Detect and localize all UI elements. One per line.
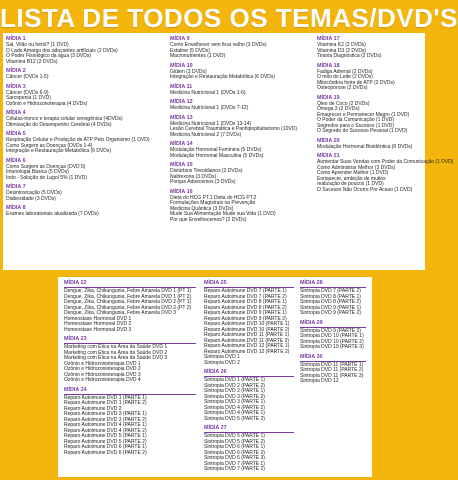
media-heading: MÍDIA 3 — [6, 83, 26, 90]
list-item: Sintropia DVD 10 (PARTE 3) — [300, 344, 364, 350]
list-item: Medicina Nutricional 2 (7 DVDs) — [170, 131, 242, 138]
list-item: Modulação Hormonal Feminina (5 DVDs) — [170, 147, 262, 153]
list-item: Homeostase Hormonal DVD 3 — [64, 326, 132, 333]
list-item: O Segredo do Sucesso Pessoal (1 DVD) — [317, 128, 408, 134]
media-section — [64, 336, 196, 384]
list-item: Reparo Autoimune DVD 10 (PARTE 1) — [204, 321, 290, 327]
list-item: Otimização do Desempenho Cerebral (4 DVDs) — [6, 121, 112, 128]
list-item: Osteoporose (2 DVDs) — [317, 85, 368, 91]
media-section — [170, 84, 315, 97]
media-section — [6, 84, 164, 108]
list-item: Ozônio e Hidrozonioterapia DVD 3 — [64, 371, 141, 378]
media-heading: MÍDIA 25 — [204, 280, 294, 288]
media-heading: MÍDIA 14 — [170, 141, 193, 147]
list-item: Imunologia Básica (5 DVDs) — [6, 169, 69, 175]
list-item: Homeostase Hormonal DVD 1 — [64, 315, 132, 322]
bottom-column-2 — [204, 280, 294, 476]
list-item: Fadiga Adrenal (2 DVDs) — [317, 68, 373, 75]
media-section — [317, 138, 422, 151]
media-heading: MÍDIA 24 — [64, 387, 196, 395]
media-heading: MÍDIA 27 — [204, 425, 294, 433]
list-item: O Poder Fisiológico da água (3 DVDs) — [6, 53, 92, 59]
media-section — [317, 36, 422, 60]
list-item: Diabesidade (3 DVDs) — [6, 195, 56, 202]
media-section — [204, 425, 294, 473]
list-item: Sarcopenia (1 DVD) — [6, 95, 51, 101]
media-heading: MÍDIA 17 — [317, 36, 340, 42]
list-item: Câncer (DVDs 1-5) — [6, 74, 49, 80]
list-item: Medicina Quântica (3 DVDs) — [170, 205, 234, 212]
media-section — [6, 158, 164, 182]
list-item: Reparo Autoimune DVD 11 (PARTE 1) — [204, 332, 290, 338]
media-section — [170, 189, 315, 224]
list-item: Óleo de Coco (2 DVDs) — [317, 100, 370, 107]
list-item: Sintropia DVD 6 (PARTE 2) — [204, 449, 265, 456]
list-item: Macronutrientes (1 DVD) — [170, 53, 226, 59]
media-section — [6, 36, 164, 65]
media-section — [317, 153, 454, 193]
media-section — [6, 68, 164, 81]
media-section — [6, 205, 164, 218]
media-heading: MÍDIA 20 — [317, 137, 340, 144]
list-item: Formulações Magistrais na Prevenção — [170, 200, 256, 206]
list-item: Reparo Autoimune DVD 5 (PARTE 2) — [64, 438, 147, 445]
top-column-1 — [6, 36, 164, 221]
media-section — [317, 63, 422, 92]
media-heading: MÍDIA 5 — [6, 131, 26, 137]
list-item: Vitamina B12 (2 DVDs) — [6, 58, 58, 65]
list-item: Reparo Autoimune DVD 8 (PARTE 2) — [204, 304, 287, 311]
list-item: Sintropia DVD 1 — [204, 354, 240, 360]
list-item: Reparo Autoimune DVD 9 (PARTE 1) — [204, 310, 287, 316]
media-section — [170, 99, 315, 112]
media-heading: MÍDIA 18 — [317, 62, 340, 69]
media-section — [300, 354, 366, 385]
media-section — [6, 131, 164, 155]
media-heading: MÍDIA 28 — [300, 280, 366, 288]
list-item: Sintropia DVD 3 (PARTE 1) — [204, 399, 265, 405]
media-heading: MÍDIA 23 — [64, 336, 196, 344]
list-item: Como Aprender Melhor (1 DVD) — [317, 170, 389, 176]
list-item: Ozônio e Hidrozonioterapia DVD 4 — [64, 377, 141, 383]
list-item: Sintropia DVD 7 (PARTE 1) — [204, 460, 265, 467]
media-section — [170, 162, 315, 186]
list-item: Ômega 3 (2 DVDs) — [317, 106, 360, 112]
media-section — [170, 36, 315, 60]
media-section — [170, 141, 315, 159]
page-title: LISTA DE TODOS OS TEMAS/DVD'S — [0, 3, 458, 33]
list-item: Reparo Autoimune DVD 3 (PARTE 1) — [64, 411, 147, 417]
media-section — [317, 95, 422, 135]
list-item: Marketing com Ética na Área da Saúde DVD 1 — [64, 344, 168, 350]
media-section — [64, 280, 196, 333]
list-item: Respiração Celular e Produção de ATP Pelo Organismo (1 DVD) — [6, 137, 150, 143]
list-item: Sintropia DVD 5 (PARTE 2) — [204, 438, 265, 445]
list-item: Sintropia DVD 12 — [300, 378, 339, 384]
list-item: Porque Adoecemos (3 DVDs) — [170, 179, 236, 185]
list-item: Reparo Autoimune DVD 10 (PARTE 2) — [204, 326, 290, 333]
list-item: Ozônio e Hidrozonioterapia DVD 2 — [64, 366, 141, 372]
list-item: Reparo Autoimune DVD 4 (PARTE 2) — [64, 427, 147, 434]
list-item: Medicina Nutricional 1 (DVDs 13-14) — [170, 120, 252, 127]
media-heading: MÍDIA 1 — [6, 36, 26, 42]
media-section — [6, 110, 164, 128]
list-item: Reparo Autoimune DVD 2 — [64, 405, 122, 412]
list-item: Reparo Autoimune DVD 5 (PARTE 1) — [64, 433, 147, 439]
list-item: Sintropia DVD 8 (PARTE 2) — [300, 299, 361, 305]
list-item: Mitocôndria fonte de ATP (2 DVDs) — [317, 79, 395, 86]
list-item: Dengue, Zika, Chikungunia, Febre Amarela DVD 1 (PT 1) — [64, 288, 192, 294]
list-item: Reparo Autoimune DVD 12 (PARTE 1) — [204, 343, 290, 349]
list-item: Sintropia DVD 1 (PARTE 1) — [204, 377, 265, 383]
list-item: Câncer (DVDs 6-9) — [6, 89, 49, 96]
list-item: Exames laboratoriais atualizada (7 DVDs) — [6, 211, 99, 217]
bottom-panel — [58, 277, 372, 477]
list-item: realização de poucos (1 DVD) — [317, 181, 384, 187]
list-item: Reparo Autoimune DVD 6 (PARTE 2) — [64, 449, 147, 456]
media-heading: MÍDIA 22 — [64, 280, 196, 288]
list-item: Sintropia DVD 10 (PARTE 2) — [300, 338, 364, 345]
list-item: Sal, Vilão ou herói? (1 DVD) — [6, 42, 69, 48]
top-panel — [3, 33, 454, 270]
list-item: Sintropia DVD 9 (PARTE 3) — [300, 327, 361, 334]
media-heading: MÍDIA 15 — [170, 162, 193, 168]
list-item: Sintropia DVD 4 (PARTE 1) — [204, 410, 265, 416]
list-item: Marketing com Ética na Área da Saúde DVD 3 — [64, 355, 168, 361]
list-item: Modulação Hormonal Masculina (5 DVDs) — [170, 152, 264, 159]
media-section — [64, 387, 196, 457]
list-item: Sintropia DVD 10 (PARTE 1) — [300, 333, 364, 339]
list-item: Reparo Autoimune DVD 11 (PARTE 2) — [204, 337, 290, 344]
list-item: Glúten (3 DVDs) — [170, 68, 207, 75]
list-item: Integração e Restauração Metabólica (6 DVDs) — [6, 148, 112, 154]
list-item: Reparo Autoimune DVD 1 (PARTE 1) — [64, 394, 147, 401]
list-item: Como Envelhecer sem ficar velho (3 DVDs) — [170, 42, 267, 48]
media-heading: MÍDIA 29 — [300, 320, 366, 328]
list-item: Reparo Autoimune DVD 7 (PARTE 2) — [204, 293, 287, 300]
list-item: Reparo Autoimune DVD 7 (PARTE 1) — [204, 288, 287, 294]
list-item: Como Surgem as Doenças (DVD 5) — [6, 163, 86, 170]
list-item: Sintropia DVD 6 (PARTE 1) — [204, 444, 265, 450]
list-item: Sintropia DVD 11 (PARTE 3) — [300, 372, 364, 379]
list-item: Ozônio e Hidrozonoterapia (4 DVDs) — [6, 100, 88, 107]
list-item: Sintropia DVD 8 (PARTE 1) — [300, 293, 361, 300]
list-item: Lesão Cerebral Traumática e Panhipopituitarismo (10VD) — [170, 126, 298, 132]
list-item: Reparo Autoimune DVD 8 (PARTE 1) — [204, 299, 287, 305]
list-item: O Poder da Comunicação (1 DVD) — [317, 117, 394, 123]
list-item: Aumentar Suas Vendas com Poder da Comunicação (1 DVD) — [317, 159, 454, 165]
media-section — [300, 320, 366, 351]
media-heading: MÍDIA 10 — [170, 62, 193, 69]
list-item: Sintropia DVD 11 (PARTE 1) — [300, 361, 364, 368]
list-item: Enriquecer, ambição de muitos — [317, 175, 386, 182]
list-item: Sintropia DVD 7 (PARTE 2) — [300, 288, 361, 294]
list-item: Sintropia DVD 3 (PARTE 2) — [204, 393, 265, 400]
list-item: Sintropia DVD 11 (PARTE 2) — [300, 367, 364, 373]
media-section — [300, 280, 366, 317]
media-heading: MÍDIA 9 — [170, 36, 190, 42]
media-heading: MÍDIA 11 — [170, 83, 193, 90]
media-section — [170, 63, 315, 81]
list-item: O Lado Amargo dos adoçantes artificiais (2 DVDs) — [6, 47, 118, 54]
media-section — [204, 280, 294, 366]
media-heading: MÍDIA 7 — [6, 184, 26, 190]
media-section — [6, 184, 164, 202]
list-item: Sintropia DVD 6 (PARTE 3) — [204, 455, 265, 461]
list-item: Reparo Autoimune DVD 4 (PARTE 1) — [64, 422, 147, 428]
list-item: Como Surgem as Doenças (DVDs 1-4) — [6, 142, 93, 149]
list-item: Naltrexona (3 DVDs) — [170, 173, 217, 180]
list-item: Dengue, Zika, Chikungunia, Febre Amarela DVD 2 (PT 2) — [64, 304, 192, 311]
list-item: Sintropia DVD 2 (PARTE 1) — [204, 388, 265, 394]
list-item: Homeostase Hormonal DVD 2 — [64, 321, 132, 327]
list-item: Emagrecer e Permanecer Magro (1 DVD) — [317, 111, 410, 118]
list-item: Sintropia DVD 5 (PARTE 1) — [204, 433, 265, 439]
list-item: Reparo Autoimune DVD 6 (PARTE 1) — [64, 444, 147, 450]
list-item: Sintropia DVD 7 (PARTE 2) — [204, 466, 265, 472]
list-item: Mude Sua Alimentação Mude sua Vida (1 DVD) — [170, 211, 276, 217]
list-item: Ozônio e Hidrozonioterapia DVD 1 — [64, 360, 141, 367]
media-heading: MÍDIA 6 — [6, 157, 26, 164]
list-item: Integração e Restauração Metabólica (6 DVDs) — [170, 74, 276, 80]
media-heading: MÍDIA 12 — [170, 99, 193, 105]
list-item: Dengue, Zika, Chikungunia, Febre Amarela DVD 3 — [64, 310, 177, 316]
list-item: Sintropia DVD 2 (PARTE 2) — [204, 382, 265, 389]
list-item: Dieta do HCG PT.1 Dieta do HCG PT.2 — [170, 194, 257, 201]
list-item: O mito do Leite (2 DVDs) — [317, 74, 373, 80]
list-item: Distúrbios Tireoidianos (2 DVDs) — [170, 168, 243, 174]
list-item: Medicina Nutricional 1 (DVDs 1-6) — [170, 89, 246, 96]
media-heading: MÍDIA 19 — [317, 94, 340, 101]
top-column-2 — [170, 36, 315, 226]
bottom-column-3 — [300, 280, 366, 388]
list-item: Segredos para o Sucesso (1 DVD) — [317, 122, 394, 129]
media-heading: MÍDIA 30 — [300, 354, 366, 362]
list-item: Modulação Hormonal Bioidêntica (6 DVDs) — [317, 143, 413, 150]
list-item: Reparo Autoimune DVD 12 (PARTE 2) — [204, 348, 290, 355]
media-section — [204, 369, 294, 422]
list-item: Desintoxicação (5 DVDs) — [6, 190, 62, 196]
media-heading: MÍDIA 16 — [170, 188, 193, 195]
list-item: Reparo Autoimune DVD 1 (PARTE 2) — [64, 400, 147, 406]
list-item: Células-tronco e terapia celular xenogênica (4DVDs) — [6, 116, 123, 122]
list-item: Dengue, Zika, Chikungunia, Febre Amarela DVD 1 (PT 2) — [64, 293, 192, 300]
list-item: Sintropia DVD 5 (PARTE 2) — [204, 415, 265, 422]
media-heading: MÍDIA 26 — [204, 369, 294, 377]
list-item: Sintropia DVD 2 — [204, 359, 240, 366]
list-item: Reparo Autoimune DVD 3 (PARTE 2) — [64, 416, 147, 423]
list-item: O Sucesso Não Ocorre Por Acaso (1 DVD) — [317, 186, 413, 193]
media-section — [170, 115, 315, 139]
media-heading: MÍDIA 4 — [6, 110, 26, 116]
list-item: Iodo - Solução de Lugol 5% (1 DVD) — [6, 174, 87, 181]
list-item: Marketing com Ética na Área da Saúde DVD 2 — [64, 349, 168, 356]
list-item: Por que Envelhecemos? (2 DVDs) — [170, 216, 247, 223]
list-item: Estatine (5 DVDs) — [170, 47, 211, 54]
list-item: Reparo Autoimune DVD 9 (PARTE 2) — [204, 315, 287, 322]
list-item: Vitamina D3 (2 DVDs) — [317, 47, 367, 54]
list-item: Medicina Nutricional 1 (DVDs 7-12) — [170, 105, 249, 111]
list-item: Vitamina K2 (2 DVDs) — [317, 42, 366, 48]
list-item: Sintropia DVD 9 (PARTE 2) — [300, 310, 361, 316]
list-item: Sintropia DVD 9 (PARTE 1) — [300, 304, 361, 311]
list-item: Tirania Diagnóstica (2 DVDs) — [317, 53, 382, 59]
media-heading: MÍDIA 2 — [6, 68, 26, 74]
media-heading: MÍDIA 8 — [6, 205, 26, 211]
list-item: Sintropia DVD 4 (PARTE 2) — [204, 404, 265, 411]
media-heading: MÍDIA 13 — [170, 114, 193, 121]
top-column-3 — [317, 36, 454, 196]
media-heading: MÍDIA 21 — [317, 153, 340, 159]
list-item: Dengue, Zika, Chikungunia, Febre Amarela DVD 2 (PT 1) — [64, 299, 192, 305]
list-item: Como Administrar Melhor (3 DVDs) — [317, 164, 396, 171]
bottom-column-1 — [64, 280, 196, 459]
